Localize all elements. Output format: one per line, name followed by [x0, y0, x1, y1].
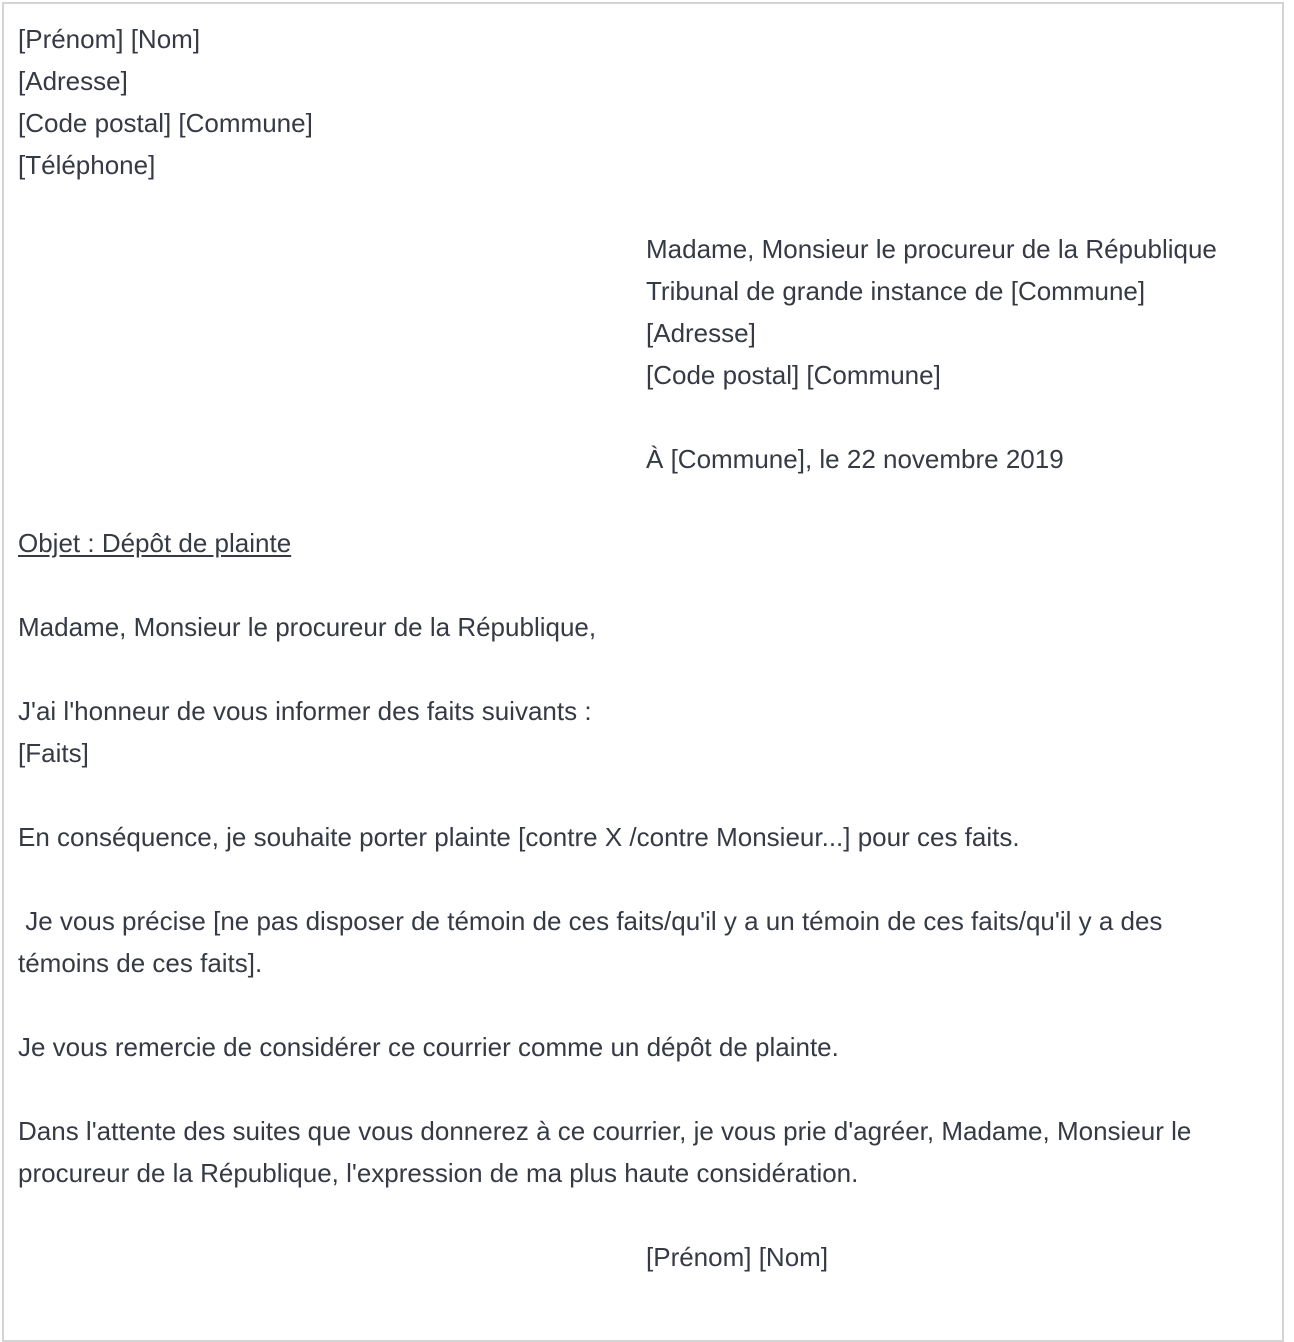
- date-line: À [Commune], le 22 novembre 2019: [646, 444, 1064, 474]
- recipient-city: [Code postal] [Commune]: [646, 360, 941, 390]
- facts-placeholder: [Faits]: [18, 738, 89, 768]
- complaint-paragraph: En conséquence, je souhaite porter plainte [contre X /contre Monsieur...] pour ces faits.: [18, 822, 1020, 852]
- sender-name: [Prénom] [Nom]: [18, 24, 201, 54]
- intro-paragraph: J'ai l'honneur de vous informer des faits suivants :: [18, 696, 592, 726]
- letter-document: [2, 2, 1284, 1342]
- recipient-address: [Adresse]: [646, 318, 756, 348]
- thanks-paragraph: Je vous remercie de considérer ce courrier comme un dépôt de plainte.: [18, 1032, 839, 1062]
- witness-paragraph-line1: Je vous précise [ne pas disposer de témoin de ces faits/qu'il y a un témoin de ces faits/qu'il y a des: [18, 906, 1163, 936]
- recipient-title: Madame, Monsieur le procureur de la République: [646, 234, 1217, 264]
- subject-line: Objet : Dépôt de plainte: [18, 528, 292, 558]
- sender-phone: [Téléphone]: [18, 150, 156, 180]
- recipient-court: Tribunal de grande instance de [Commune]: [646, 276, 1146, 306]
- sender-city: [Code postal] [Commune]: [18, 108, 313, 138]
- closing-paragraph-line1: Dans l'attente des suites que vous donnerez à ce courrier, je vous prie d'agréer, Madame, Monsieur le: [18, 1116, 1192, 1146]
- salutation: Madame, Monsieur le procureur de la République,: [18, 612, 597, 642]
- signature: [Prénom] [Nom]: [646, 1242, 829, 1272]
- closing-paragraph-line2: procureur de la République, l'expression de ma plus haute considération.: [18, 1158, 859, 1188]
- sender-address: [Adresse]: [18, 66, 128, 96]
- witness-paragraph-line2: témoins de ces faits].: [18, 948, 263, 978]
